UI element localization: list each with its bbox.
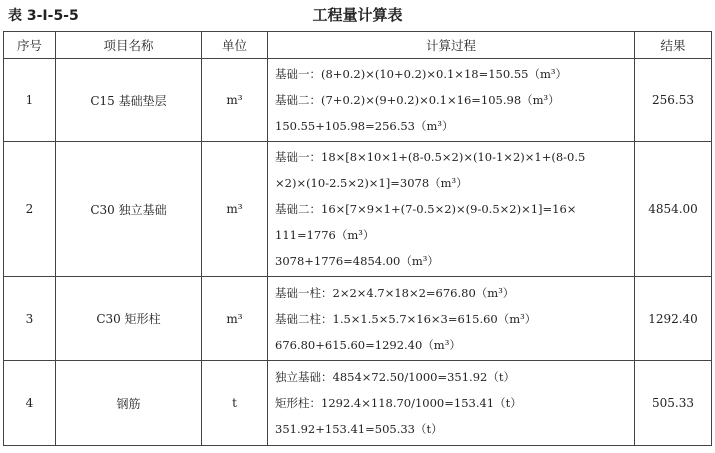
row-unit: m³ bbox=[202, 59, 268, 142]
table-row bbox=[4, 277, 712, 361]
row-calculation bbox=[268, 59, 635, 142]
header-no: 序号 bbox=[4, 32, 56, 59]
table-number: 表 3-Ⅰ-5-5 bbox=[8, 8, 79, 24]
row-name: C30 矩形柱 bbox=[56, 277, 202, 361]
calc-line: 3078+1776=4854.00（m³） bbox=[275, 254, 439, 268]
row-result: 505.33 bbox=[635, 361, 712, 446]
row-calculation bbox=[268, 277, 635, 361]
table-title: 工程量计算表 bbox=[312, 6, 403, 24]
calc-line: 111=1776（m³） bbox=[275, 228, 375, 242]
row-result: 4854.00 bbox=[635, 142, 712, 277]
row-no: 2 bbox=[4, 142, 56, 277]
row-calculation bbox=[268, 142, 635, 277]
calc-line: 基础一：18×[8×10×1+(8-0.5×2)×(10-1×2)×1+(8-0.5 bbox=[275, 150, 586, 164]
header-calculation: 计算过程 bbox=[268, 32, 635, 59]
row-name: 钢筋 bbox=[56, 361, 202, 446]
quantity-calculation-table bbox=[3, 31, 712, 446]
row-name: C30 独立基础 bbox=[56, 142, 202, 277]
table-row bbox=[4, 142, 712, 277]
header-result: 结果 bbox=[635, 32, 712, 59]
calc-line: 150.55+105.98=256.53（m³） bbox=[275, 119, 454, 133]
row-unit: m³ bbox=[202, 277, 268, 361]
row-result: 256.53 bbox=[635, 59, 712, 142]
row-unit: m³ bbox=[202, 142, 268, 277]
header-unit: 单位 bbox=[202, 32, 268, 59]
table-row bbox=[4, 59, 712, 142]
row-name: C15 基础垫层 bbox=[56, 59, 202, 142]
calc-line: 351.92+153.41=505.33（t） bbox=[275, 422, 443, 436]
row-unit: t bbox=[202, 361, 268, 446]
row-no: 1 bbox=[4, 59, 56, 142]
calc-line: 基础一柱：2×2×4.7×18×2=676.80（m³） bbox=[275, 285, 515, 300]
calc-line: 676.80+615.60=1292.40（m³） bbox=[275, 337, 461, 352]
row-calculation bbox=[268, 361, 635, 446]
row-no: 4 bbox=[4, 361, 56, 446]
calc-line: 基础二：16×[7×9×1+(7-0.5×2)×(9-0.5×2)×1]=16× bbox=[275, 202, 577, 216]
calc-line: ×2)×(10-2.5×2)×1]=3078（m³） bbox=[275, 176, 468, 190]
row-result: 1292.40 bbox=[635, 277, 712, 361]
header-row bbox=[4, 32, 712, 59]
calc-line: 独立基础：4854×72.50/1000=351.92（t） bbox=[275, 370, 515, 384]
table-row bbox=[4, 361, 712, 446]
calc-line: 基础二柱：1.5×1.5×5.7×16×3=615.60（m³） bbox=[275, 311, 537, 326]
calc-line: 基础二：(7+0.2)×(9+0.2)×0.1×16=105.98（m³） bbox=[275, 93, 560, 107]
table-caption bbox=[0, 0, 715, 30]
calc-line: 矩形柱：1292.4×118.70/1000=153.41（t） bbox=[275, 396, 522, 410]
calc-line: 基础一：(8+0.2)×(10+0.2)×0.1×18=150.55（m³） bbox=[275, 67, 567, 81]
header-name: 项目名称 bbox=[56, 32, 202, 59]
row-no: 3 bbox=[4, 277, 56, 361]
